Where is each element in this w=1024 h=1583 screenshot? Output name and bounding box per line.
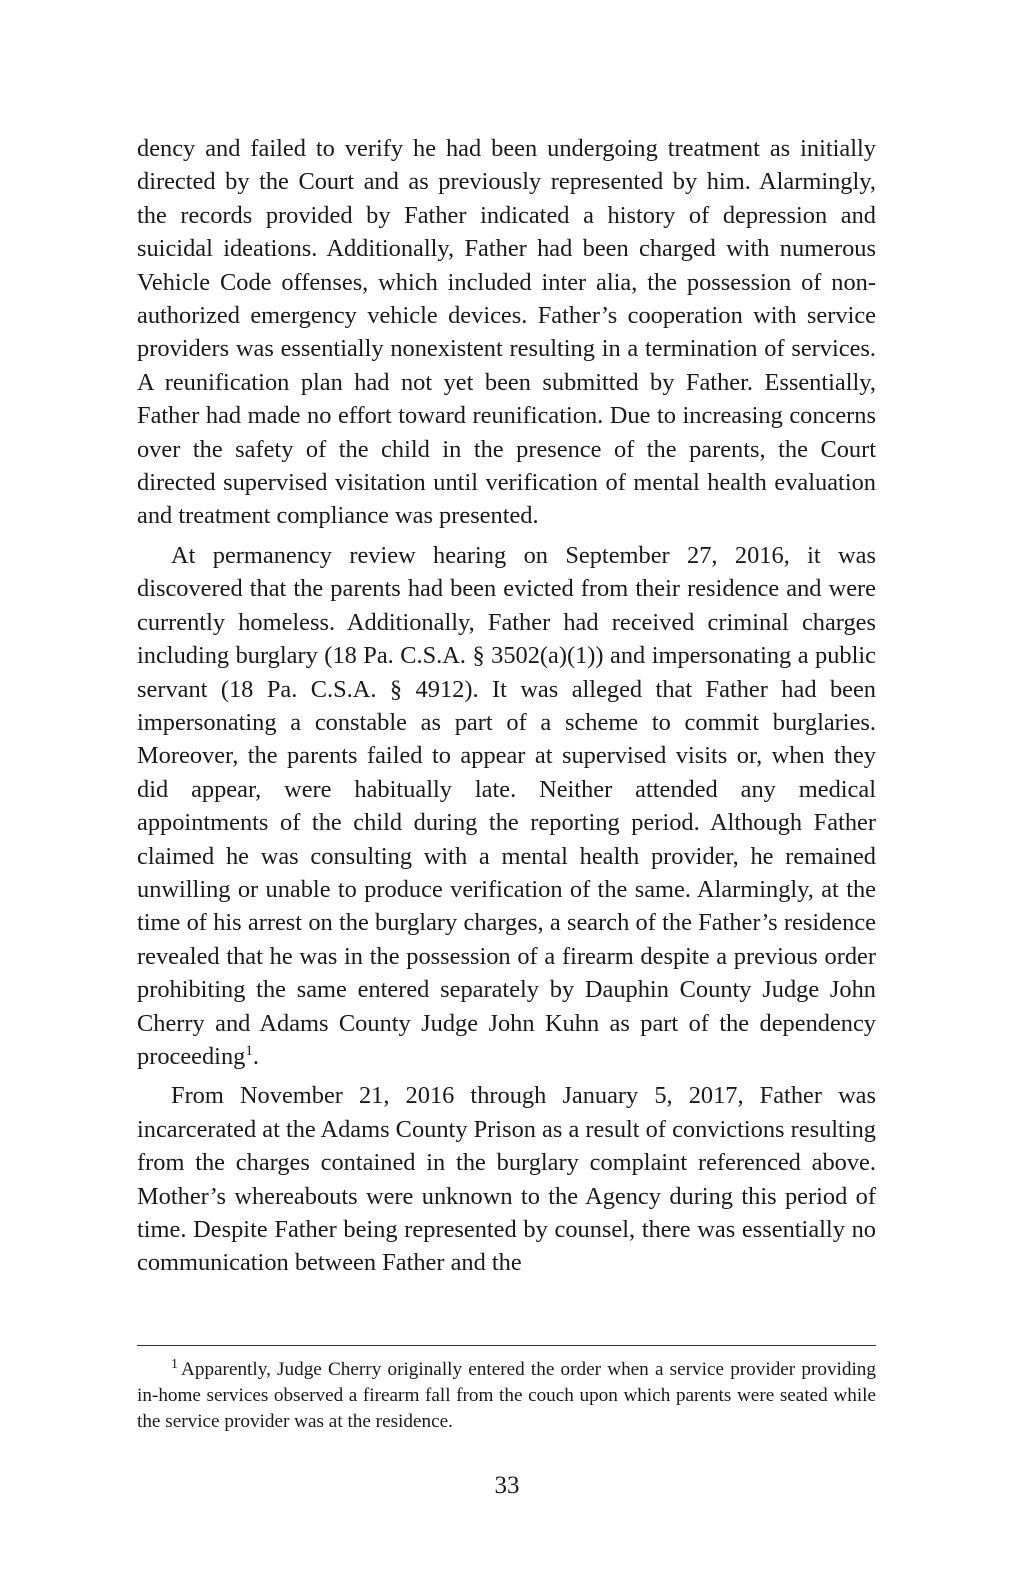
main-text	[137, 132, 876, 1280]
footnote-divider	[137, 1345, 876, 1346]
footnote-text: Apparently, Judge Cherry originally entered the order when a service provider providing in-home services observed a firearm fall from the couch upon which parents were seated while the service provider was at the residence.	[137, 1359, 876, 1433]
footnote	[137, 1357, 876, 1436]
paragraph-3: From November 21, 2016 through January 5, 2017, Father was incarcerated at the Adams County Prison as a result of convictions resulting from the charges contained in the burglary complaint referenced above. Mother’s whereabouts were unknown to the Agency during this period of time. Despite Father being represented by counsel, there was essentially no communication between Father and the	[137, 1082, 876, 1277]
paragraph-2	[137, 539, 876, 1074]
footnote-reference[interactable]: 1	[245, 1042, 253, 1059]
paragraph-2-text: At permanency review hearing on September 27, 2016, it was discovered that the parents had been evicted from their residence and were currently homeless. Additionally, Father had received criminal charges including burglary (18 Pa. C.S.A. § 3502(a)(1)) and impersonating a public servant (18 Pa. C.S.A. § 4912). It was alleged that Father had been impersonating a constable as part of a scheme to commit burglaries. Moreover, the parents failed to appear at supervised visits or, when they did appear, were habitually late. Neither attended any medical appointments of the child during the reporting period. Although Father claimed he was consulting with a mental health provider, he remained unwilling or unable to produce verification of the same. Alarmingly, at the time of his arrest on the burglary charges, a search of the Father’s residence revealed that he was in the possession of a firearm despite a previous order prohibiting the same entered separately by Dauphin County Judge John Cherry and Adams County Judge John Kuhn as part of the dependency proceeding	[137, 541, 876, 1070]
page-number: 33	[494, 1472, 520, 1499]
footnote-marker: 1	[171, 1357, 178, 1372]
paragraph-1: dency and failed to verify he had been undergoing treatment as initially directed by the Court and as previously represented by him. Alarmingly, the records provided by Father indicated a history of depression and suicidal ideations. Additionally, Father had been charged with numerous Vehicle Code offenses, which included inter alia, the possession of non-authorized emergency vehicle devices. Father’s cooperation with service providers was essentially nonexistent resulting in a termination of services. A reunification plan had not yet been submitted by Father. Essentially, Father had made no effort toward reunification. Due to increasing concerns over the safety of the child in the presence of the parents, the Court directed supervised visitation until verification of mental health evaluation and treatment compliance was presented.	[137, 135, 876, 530]
paragraph-2-end: .	[252, 1042, 259, 1070]
